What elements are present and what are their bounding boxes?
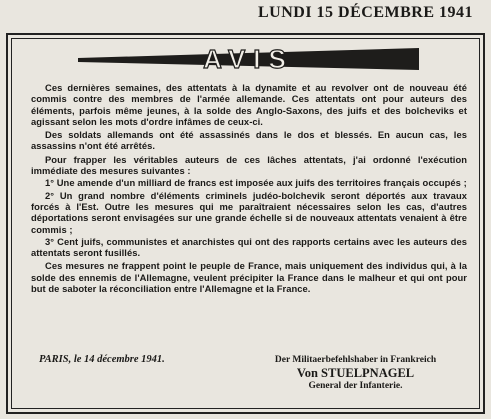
notice-paragraph: Ces mesures ne frappent point le peuple de France, mais uniquement des individus qui, à la solde des ennemis de l'Allemagne, veulent précipiter la France dans le malheur et qui ont pour but de saboter la réconciliation entre l'Allemagne et la France. xyxy=(31,260,467,295)
notice-signature-block xyxy=(23,352,459,406)
notice-measure: 3° Cent juifs, communistes et anarchistes qui ont des rapports certains avec les auteurs des attentats seront fusillés. xyxy=(31,235,467,259)
notice-measure: 1° Une amende d'un milliard de francs est imposée aux juifs des territoires français occupés ; xyxy=(45,177,467,189)
notice-paragraph: Ces dernières semaines, des attentats à la dynamite et au revolver ont de nouveau été commis contre des membres de l'armée allemande. Ces attentats ont pour auteurs des éléments, parfois même jeunes, à la solde des Anglo-Saxons, des juifs et des bolcheviks et agissant selon les mots d'ordre infâmes de ceux-ci. xyxy=(31,82,467,127)
newspaper-dateline: LUNDI 15 DÉCEMBRE 1941 xyxy=(257,4,473,21)
notice-paragraph: Des soldats allemands ont été assassinés dans le dos et blessés. En aucun cas, les assassins n'ont été arrêtés. xyxy=(31,129,467,152)
signatory-title: Der Militaerbefehlshaber in Frankreich xyxy=(274,355,437,365)
notice-measure: 2° Un grand nombre d'éléments criminels judéo-bolchevik seront déportés aux travaux forcés à l'Est. Outre les mesures qui me paraîtraient nécessaires selon les cas, d'autres déportations seront envisagées sur une grande échelle si de nouveaux attentats venaient à être commis ; xyxy=(31,189,467,235)
title-banner-graphic xyxy=(78,46,419,74)
notice-title-banner xyxy=(78,46,419,74)
signatory-rank: General der Infanterie. xyxy=(308,381,403,391)
notice-body xyxy=(31,82,467,296)
notice-title: AVIS xyxy=(203,46,294,74)
signatory-name: Von STUELPNAGEL xyxy=(296,366,415,380)
place-and-date: PARIS, le 14 décembre 1941. xyxy=(39,354,165,365)
notice-paragraph: Pour frapper les véritables auteurs de ces lâches attentats, j'ai ordonné l'exécution immédiate des mesures suivantes : xyxy=(31,153,467,177)
signatory xyxy=(253,354,458,392)
